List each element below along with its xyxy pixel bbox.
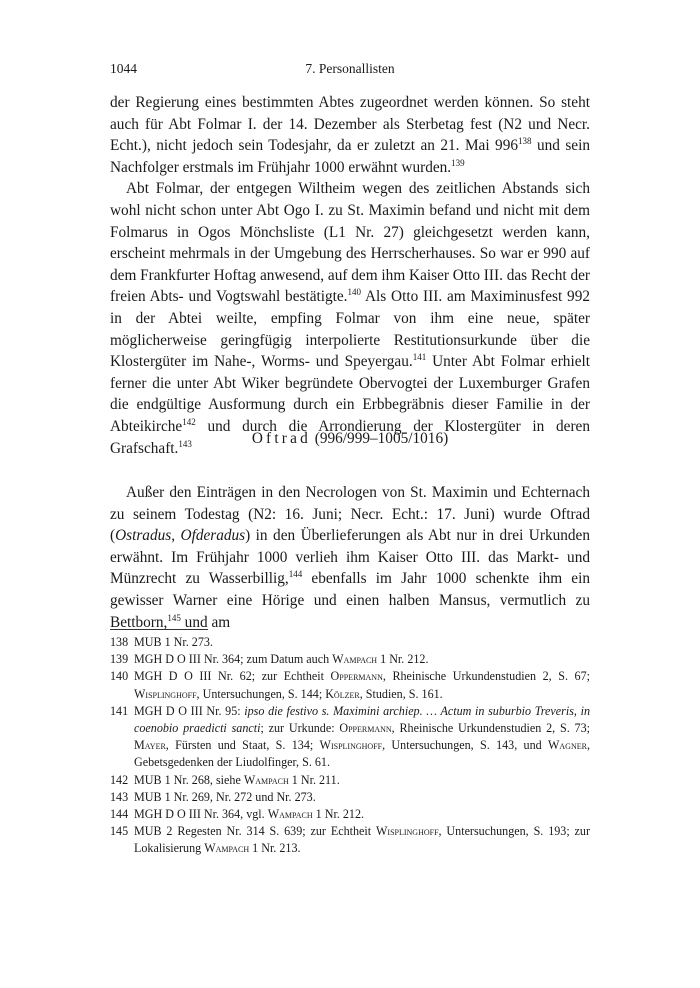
footnote-ref-142[interactable]: 142: [182, 416, 196, 427]
main-text-top: [110, 92, 590, 459]
paragraph-1: [110, 92, 590, 178]
footnote-ref-143[interactable]: 143: [178, 438, 192, 449]
footnote-number: 142: [110, 772, 129, 787]
section-heading: [110, 430, 590, 448]
footnote-text: MUB 1 Nr. 269, Nr. 272 und Nr. 273.: [134, 789, 316, 804]
footnote-number: 145: [110, 824, 129, 839]
footnote-140: [110, 668, 590, 702]
main-text-bottom: [110, 482, 590, 633]
running-header: [110, 61, 590, 81]
abbot-dates: (996/999–1005/1016): [314, 430, 449, 447]
footnote-number: 138: [110, 635, 129, 649]
footnote-ref-139[interactable]: 139: [451, 157, 465, 168]
footnote-ref-141[interactable]: 141: [412, 352, 427, 363]
page-number: 1044: [110, 61, 137, 76]
footnote-144: [110, 806, 590, 823]
footnote-text: MGH D O III Nr. 364; zum Datum auch Wampach 1 Nr. 212.: [134, 652, 429, 667]
footnote-142: [110, 772, 590, 789]
footnote-ref-140[interactable]: 140: [347, 287, 361, 298]
italic-name: Ofderadus: [180, 527, 246, 545]
footnote-145: [110, 823, 590, 857]
footnote-text: MUB 1 Nr. 273.: [134, 635, 213, 649]
text-run: der Regierung eines bestimmten Abtes zugeordnet werden können. So steht auch für Abt Folmar I. der 14. Dezember als Sterbetag fest (N2 und Necr. Echt.), nicht jedoch sein Todesjahr, da er zuletzt an 21. Mai 996: [110, 94, 590, 155]
footnote-138: [110, 634, 590, 651]
text-run: Außer den Einträgen in den Necrologen von St. Maximin und Echternach zu seinem Todestag (N2: 16. Juni; Necr. Echt.: 17. Juni) wurde Oftrad (: [110, 484, 590, 545]
footnote-separator: [110, 629, 208, 630]
footnote-number: 143: [110, 789, 129, 804]
text-run: ) in den Überlieferungen als Abt nur in drei Urkunden erwähnt. Im Frühjahr 1000 verlieh ihm Kaiser Otto III. das Markt- und Münzrecht zu Wasserbillig,: [110, 527, 590, 588]
text-run: und durch die Arrondierung der Klostergüter in deren Grafschaft.: [110, 417, 590, 457]
footnote-143: [110, 789, 590, 806]
italic-name: Ostradus: [115, 527, 172, 545]
footnote-141: [110, 703, 590, 772]
footnotes: [110, 634, 590, 858]
text-run: Unter Abt Folmar erhielt ferner die unter Abt Wiker begründete Obervogtei der Luxemburger Grafen die endgültige Ausformung durch ein Erbbegräbnis dieser Familie in der Abteikirche: [110, 353, 590, 435]
abbot-name: Oftrad: [251, 430, 311, 447]
footnote-text: MGH D O III Nr. 62; zur Echtheit Oppermann, Rheinische Urkundenstudien 2, S. 67; Wisplinghoff, Untersuchungen, S. 144; Kölzer, Studien, S. 161.: [134, 669, 590, 701]
footnote-ref-145[interactable]: 145: [167, 612, 181, 623]
footnote-ref-138[interactable]: 138: [518, 136, 532, 147]
paragraph-3: [110, 482, 590, 633]
text-run: Als Otto III. am Maximinusfest 992 in der Abtei weilte, empfing Folmar von ihm eine neue, später möglicherweise geringfügig interpolierte Restitutionsurkunde über die Klostergüter im Nahe-, Worms- und Speyergau.: [110, 288, 591, 371]
text-run: Abt Folmar, der entgegen Wiltheim wegen des zeitlichen Abstands sich wohl nicht schon unter Abt Ogo I. zu St. Maximin befand und nicht mit dem Folmarus in Ogos Mönchsliste (L1 Nr. 27) gleichgesetzt werden kann, erscheint mehrmals in der Umgebung des Herrscherhauses. So war er 990 auf dem Frankfurter Hoftag anwesend, auf dem ihm Kaiser Otto III. das Recht der freien Abts- und Vogtswahl bestätigte.: [110, 180, 590, 306]
text-run: ,: [171, 527, 181, 545]
text-run: und am: [180, 613, 231, 631]
paragraph-2: [110, 178, 590, 459]
footnote-text: MUB 2 Regesten Nr. 314 S. 639; zur Echtheit Wisplinghoff, Untersuchungen, S. 193; zur Lokalisierung Wampach 1 Nr. 213.: [134, 824, 590, 856]
footnote-number: 140: [110, 669, 129, 684]
footnote-139: [110, 651, 590, 668]
text-run: und sein Nachfolger erstmals im Frühjahr 1000 erwähnt wurden.: [110, 137, 590, 176]
footnote-number: 141: [110, 703, 129, 718]
footnote-text: MGH D O III Nr. 95: ipso die festivo s. Maximini archiep. … Actum in suburbio Treveris, in coenobio praedicti sancti; zur Urkunde: Oppermann, Rheinische Urkundenstudien 2, S. 73; Mayer, Fürsten und Staat, S. 134; Wisplinghoff, Untersuchungen, S. 143, und Wagner, Gebetsgedenken der Liudolfinger, S. 61.: [134, 703, 591, 770]
footnote-number: 139: [110, 652, 129, 667]
footnote-ref-144[interactable]: 144: [288, 569, 303, 580]
chapter-title: 7. Personallisten: [305, 61, 395, 76]
footnote-text: MUB 1 Nr. 268, siehe Wampach 1 Nr. 211.: [134, 772, 340, 787]
text-run: ebenfalls im Jahr 1000 schenkte ihm ein gewisser Warner eine Hörige und einen halben Mansus, vermutlich zu Bettborn,: [110, 570, 590, 631]
footnote-text: MGH D O III Nr. 364, vgl. Wampach 1 Nr. 212.: [134, 807, 365, 822]
footnote-number: 144: [110, 807, 129, 822]
